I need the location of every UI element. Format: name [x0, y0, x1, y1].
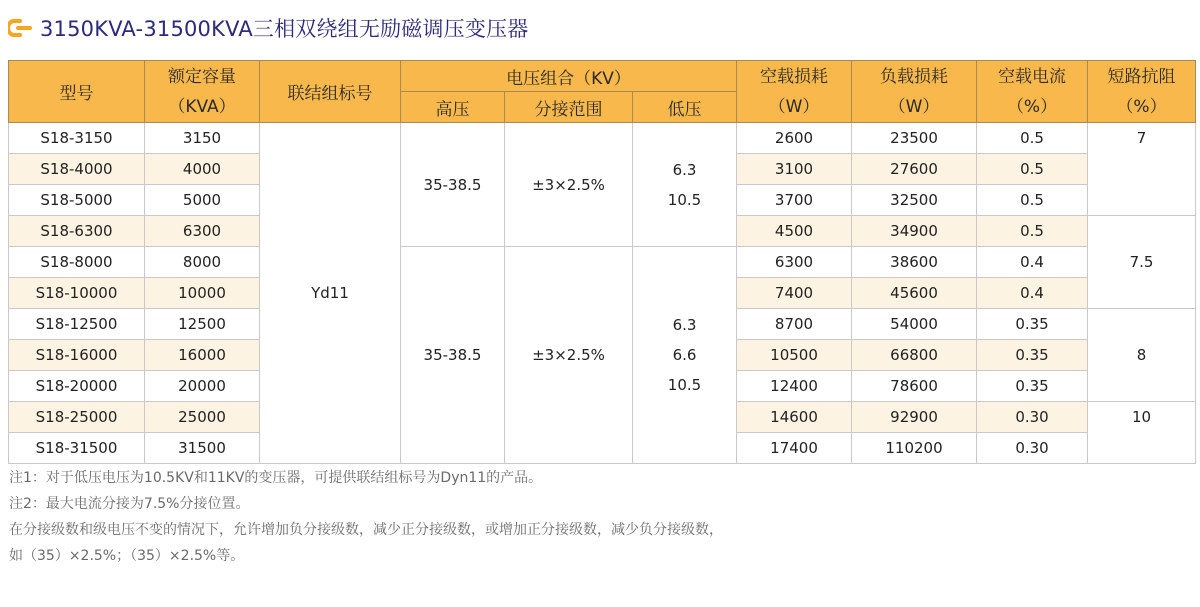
cell-tap-group-2: ±3×2.5% — [505, 247, 633, 464]
cell-load-loss: 23500 — [852, 123, 977, 154]
lv-value: 6.6 — [672, 346, 697, 364]
header-voltage: 电压组合（KV） — [401, 61, 737, 92]
cell-capacity: 8000 — [145, 247, 260, 278]
cell-model: S18-25000 — [9, 402, 145, 433]
spec-table — [8, 60, 1196, 464]
header-noload-unit: （W） — [768, 96, 820, 117]
header-current-label: 空载电流 — [998, 66, 1067, 87]
cell-hv-group-1: 35-38.5 — [401, 123, 505, 247]
note-3: 在分接级数和级电压不变的情况下，允许增加负分接级数，减少正分接级数，或增加正分接级数，减少负分接级数， — [9, 522, 723, 538]
cell-load-loss: 45600 — [852, 278, 977, 309]
cell-load-loss: 78600 — [852, 371, 977, 402]
cell-noload-loss: 17400 — [737, 433, 852, 464]
header-current-unit: （%） — [1006, 96, 1058, 117]
header-hv: 高压 — [401, 92, 505, 123]
table-row — [9, 123, 1196, 154]
header-model: 型号 — [9, 61, 145, 123]
cell-model: S18-6300 — [9, 216, 145, 247]
cell-current: 0.5 — [977, 154, 1088, 185]
title-bar — [8, 8, 528, 48]
cell-model: S18-12500 — [9, 309, 145, 340]
cell-capacity: 16000 — [145, 340, 260, 371]
header-capacity-unit: （KVA） — [168, 96, 236, 117]
cell-impedance-group-2: 7.5 — [1088, 216, 1196, 309]
lv-value: 6.3 — [672, 316, 697, 334]
lv-value: 6.3 — [672, 160, 697, 179]
note-4: 如（35）×2.5%；（35）×2.5%等。 — [9, 548, 245, 564]
header-load-label: 负载损耗 — [880, 66, 949, 87]
cell-connection: Yd11 — [260, 123, 401, 464]
cell-capacity: 12500 — [145, 309, 260, 340]
cell-noload-loss: 8700 — [737, 309, 852, 340]
header-lv: 低压 — [633, 92, 737, 123]
lv-value: 10.5 — [667, 376, 702, 394]
notes — [9, 465, 723, 569]
cell-noload-loss: 2600 — [737, 123, 852, 154]
cell-lv-group-2 — [633, 247, 737, 464]
cell-load-loss: 92900 — [852, 402, 977, 433]
cell-capacity: 20000 — [145, 371, 260, 402]
cell-current: 0.35 — [977, 309, 1088, 340]
header-impedance-unit: （%） — [1116, 96, 1167, 117]
cell-current: 0.35 — [977, 340, 1088, 371]
cell-model: S18-31500 — [9, 433, 145, 464]
cell-noload-loss: 10500 — [737, 340, 852, 371]
cell-model: S18-20000 — [9, 371, 145, 402]
cell-load-loss: 34900 — [852, 216, 977, 247]
cell-load-loss: 32500 — [852, 185, 977, 216]
cell-noload-loss: 4500 — [737, 216, 852, 247]
cell-tap-group-1: ±3×2.5% — [505, 123, 633, 247]
cell-load-loss: 27600 — [852, 154, 977, 185]
cell-impedance-group-4: 10 — [1088, 402, 1196, 464]
cell-model: S18-3150 — [9, 123, 145, 154]
cell-model: S18-4000 — [9, 154, 145, 185]
note-1: 注1：对于低压电压为10.5KV和11KV的变压器，可提供联结组标号为Dyn11的产品。 — [9, 470, 543, 486]
c-shaped-arrow-icon — [8, 19, 32, 37]
cell-impedance-group-1: 7 — [1088, 123, 1196, 216]
cell-model: S18-16000 — [9, 340, 145, 371]
cell-noload-loss: 3100 — [737, 154, 852, 185]
cell-noload-loss: 14600 — [737, 402, 852, 433]
cell-current: 0.5 — [977, 185, 1088, 216]
header-capacity — [145, 61, 260, 123]
header-noload-loss — [737, 61, 852, 123]
cell-model: S18-10000 — [9, 278, 145, 309]
cell-impedance-group-3: 8 — [1088, 309, 1196, 402]
header-connection: 联结组标号 — [260, 61, 401, 123]
table-row — [9, 247, 1196, 278]
cell-hv-group-2: 35-38.5 — [401, 247, 505, 464]
cell-capacity: 10000 — [145, 278, 260, 309]
cell-current: 0.4 — [977, 278, 1088, 309]
cell-noload-loss: 7400 — [737, 278, 852, 309]
cell-capacity: 6300 — [145, 216, 260, 247]
header-noload-label: 空载损耗 — [760, 66, 829, 87]
header-impedance — [1088, 61, 1196, 123]
cell-current: 0.4 — [977, 247, 1088, 278]
header-load-unit: （W） — [888, 96, 940, 117]
cell-current: 0.30 — [977, 402, 1088, 433]
cell-model: S18-8000 — [9, 247, 145, 278]
cell-current: 0.35 — [977, 371, 1088, 402]
cell-noload-loss: 3700 — [737, 185, 852, 216]
header-impedance-label: 短路抗阻 — [1107, 66, 1176, 87]
cell-noload-loss: 6300 — [737, 247, 852, 278]
cell-load-loss: 66800 — [852, 340, 977, 371]
cell-current: 0.5 — [977, 123, 1088, 154]
cell-load-loss: 38600 — [852, 247, 977, 278]
header-load-loss — [852, 61, 977, 123]
cell-load-loss: 110200 — [852, 433, 977, 464]
page-title: 3150KVA-31500KVA三相双绕组无励磁调压变压器 — [40, 17, 529, 41]
cell-current: 0.5 — [977, 216, 1088, 247]
cell-model: S18-5000 — [9, 185, 145, 216]
cell-capacity: 25000 — [145, 402, 260, 433]
cell-lv-group-1 — [633, 123, 737, 247]
cell-load-loss: 54000 — [852, 309, 977, 340]
header-noload-current — [977, 61, 1088, 123]
cell-current: 0.30 — [977, 433, 1088, 464]
cell-capacity: 31500 — [145, 433, 260, 464]
header-capacity-label: 额定容量 — [168, 66, 236, 87]
note-2: 注2：最大电流分接为7.5%分接位置。 — [9, 496, 250, 512]
cell-capacity: 4000 — [145, 154, 260, 185]
lv-value: 10.5 — [667, 190, 702, 209]
header-tap: 分接范围 — [505, 92, 633, 123]
cell-capacity: 5000 — [145, 185, 260, 216]
cell-capacity: 3150 — [145, 123, 260, 154]
cell-noload-loss: 12400 — [737, 371, 852, 402]
